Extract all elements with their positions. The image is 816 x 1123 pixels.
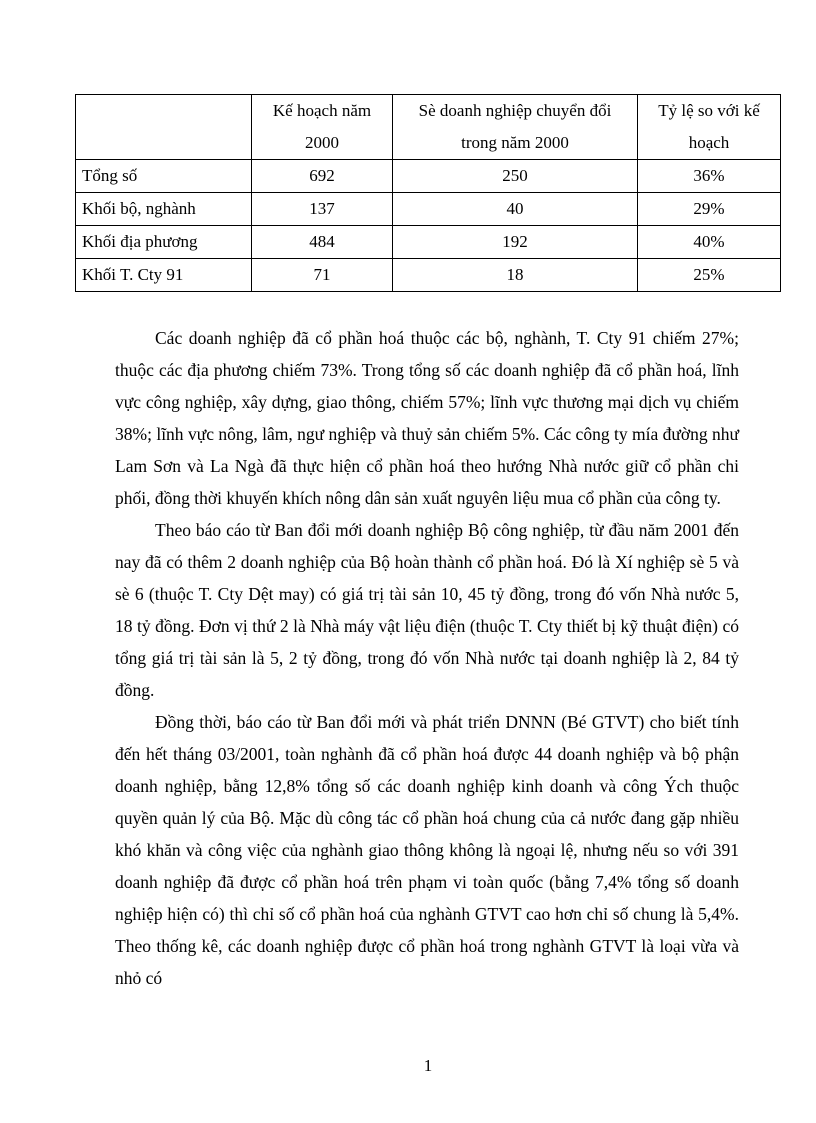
table-row xyxy=(76,259,781,292)
page-number: 1 xyxy=(423,1056,433,1075)
table-header-row xyxy=(76,95,781,160)
table-header-cell: Kế hoạch năm 2000 xyxy=(252,95,393,160)
body-text xyxy=(115,322,739,994)
table-header-cell: Tỷ lệ so với kế hoạch xyxy=(638,95,781,160)
row-label: Khối bộ, nghành xyxy=(76,193,252,226)
plan-value: 484 xyxy=(252,226,393,259)
paragraph: Các doanh nghiệp đã cổ phần hoá thuộc các bộ, nghành, T. Cty 91 chiếm 27%; thuộc các địa phương chiếm 73%. Trong tổng số các doanh nghiệp đã cổ phần hoá, lĩnh vực công nghiệp, xây dựng, giao thông, chiếm 57%; lĩnh vực thương mại dịch vụ chiếm 38%; lĩnh vực nông, lâm, ngư nghiệp và thuỷ sản chiếm 5%. Các công ty mía đường như Lam Sơn và La Ngà đã thực hiện cổ phần hoá theo hướng Nhà nước giữ cổ phần chi phối, đồng thời khuyến khích nông dân sản xuất nguyên liệu mua cổ phần của công ty. xyxy=(115,328,739,508)
ratio-value: 40% xyxy=(638,226,781,259)
converted-value: 18 xyxy=(393,259,638,292)
ratio-value: 25% xyxy=(638,259,781,292)
table-row xyxy=(76,193,781,226)
converted-value: 192 xyxy=(393,226,638,259)
table-row xyxy=(76,160,781,193)
table-header-cell: Sè doanh nghiệp chuyển đổi trong năm 2000 xyxy=(393,95,638,160)
converted-value: 250 xyxy=(393,160,638,193)
plan-value: 137 xyxy=(252,193,393,226)
row-label: Tổng số xyxy=(76,160,252,193)
ratio-value: 29% xyxy=(638,193,781,226)
table-row xyxy=(76,226,781,259)
table-header-cell xyxy=(76,95,252,160)
plan-value: 71 xyxy=(252,259,393,292)
plan-value: 692 xyxy=(252,160,393,193)
converted-value: 40 xyxy=(393,193,638,226)
paragraph: Đồng thời, báo cáo từ Ban đổi mới và phát triển DNNN (Bé GTVT) cho biết tính đến hết tháng 03/2001, toàn nghành đã cổ phần hoá được 44 doanh nghiệp và bộ phận doanh nghiệp, bằng 12,8% tổng số các doanh nghiệp kinh doanh và công Ých thuộc quyền quản lý của Bộ. Mặc dù công tác cổ phần hoá chung của cả nước đang gặp nhiều khó khăn và công việc của nghành giao thông không là ngoại lệ, nhưng nếu so với 391 doanh nghiệp đã được cổ phần hoá trên phạm vi toàn quốc (bằng 7,4% tổng số doanh nghiệp hiện có) thì chỉ số cổ phần hoá của nghành GTVT cao hơn chỉ số chung là 5,4%. Theo thống kê, các doanh nghiệp được cổ phần hoá trong nghành GTVT là loại vừa và nhỏ có xyxy=(115,712,739,988)
row-label: Khối T. Cty 91 xyxy=(76,259,252,292)
statistics-table xyxy=(75,94,781,292)
ratio-value: 36% xyxy=(638,160,781,193)
paragraph: Theo báo cáo từ Ban đổi mới doanh nghiệp Bộ công nghiệp, từ đầu năm 2001 đến nay đã có thêm 2 doanh nghiệp của Bộ hoàn thành cổ phần hoá. Đó là Xí nghiệp sè 5 và sè 6 (thuộc T. Cty Dệt may) có giá trị tài sản 10, 45 tỷ đồng, trong đó vốn Nhà nước 5, 18 tỷ đồng. Đơn vị thứ 2 là Nhà máy vật liệu điện (thuộc T. Cty thiết bị kỹ thuật điện) có tổng giá trị tài sản là 5, 2 tỷ đồng, trong đó vốn Nhà nước tại doanh nghiệp là 2, 84 tỷ đồng. xyxy=(115,520,739,700)
row-label: Khối địa phương xyxy=(76,226,252,259)
